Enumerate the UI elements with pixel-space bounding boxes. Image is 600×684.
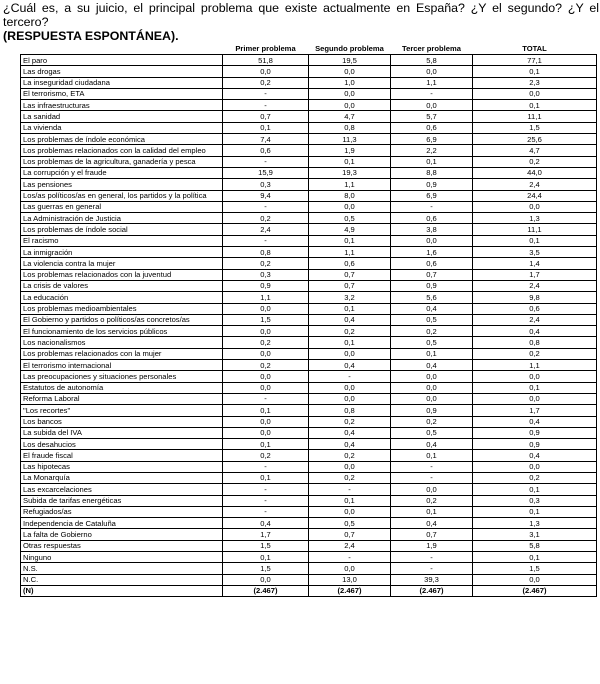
third-problem-value: 0,0	[391, 484, 473, 495]
third-problem-value: 6,9	[391, 134, 473, 145]
table-row	[21, 314, 597, 325]
table-row	[21, 461, 597, 472]
total-value: 24,4	[473, 190, 597, 201]
table-row	[21, 77, 597, 88]
third-problem-value: 1,6	[391, 247, 473, 258]
row-label: La vivienda	[21, 122, 223, 133]
second-problem-value: 1,0	[309, 77, 391, 88]
second-problem-value: 0,0	[309, 88, 391, 99]
third-problem-value: 0,7	[391, 269, 473, 280]
row-label: Otras respuestas	[21, 540, 223, 551]
table-row	[21, 235, 597, 246]
third-problem-value: 0,9	[391, 280, 473, 291]
third-problem-value: 3,8	[391, 224, 473, 235]
second-problem-value: 0,7	[309, 269, 391, 280]
first-problem-value: 0,6	[223, 145, 309, 156]
total-value: (2.467)	[473, 585, 597, 596]
total-value: 0,0	[473, 393, 597, 404]
second-problem-value: 4,9	[309, 224, 391, 235]
first-problem-value: 51,8	[223, 55, 309, 66]
second-problem-value: 0,2	[309, 472, 391, 483]
table-row	[21, 348, 597, 359]
table-row	[21, 100, 597, 111]
second-problem-value: 0,8	[309, 405, 391, 416]
second-problem-value: 0,7	[309, 529, 391, 540]
row-label: La Monarquía	[21, 472, 223, 483]
second-problem-value: 0,5	[309, 518, 391, 529]
row-label: N.S.	[21, 563, 223, 574]
total-value: 1,1	[473, 360, 597, 371]
table-row	[21, 439, 597, 450]
first-problem-value: 0,1	[223, 122, 309, 133]
first-problem-value: -	[223, 506, 309, 517]
table-row	[21, 360, 597, 371]
header-category	[21, 44, 223, 55]
table-row	[21, 326, 597, 337]
second-problem-value: 0,0	[309, 348, 391, 359]
results-table	[20, 44, 597, 597]
second-problem-value: 4,7	[309, 111, 391, 122]
table-row	[21, 190, 597, 201]
row-label: Independencia de Cataluña	[21, 518, 223, 529]
first-problem-value: 0,0	[223, 382, 309, 393]
third-problem-value: 0,6	[391, 258, 473, 269]
row-label: Los problemas de la agricultura, ganadería y pesca	[21, 156, 223, 167]
first-problem-value: 7,4	[223, 134, 309, 145]
row-label: N.C.	[21, 574, 223, 585]
third-problem-value: 39,3	[391, 574, 473, 585]
third-problem-value: -	[391, 201, 473, 212]
third-problem-value: 2,2	[391, 145, 473, 156]
first-problem-value: 15,9	[223, 167, 309, 178]
total-value: 77,1	[473, 55, 597, 66]
row-label: "Los recortes"	[21, 405, 223, 416]
second-problem-value: 0,0	[309, 506, 391, 517]
first-problem-value: 0,2	[223, 77, 309, 88]
third-problem-value: 0,7	[391, 529, 473, 540]
total-value: 2,4	[473, 179, 597, 190]
table-row	[21, 371, 597, 382]
third-problem-value: 1,9	[391, 540, 473, 551]
table-row	[21, 258, 597, 269]
second-problem-value: 0,4	[309, 360, 391, 371]
question-label: ¿Cuál es, a su juicio, el principal problema que existe actualmente en España? ¿Y el segundo? ¿Y el tercero?	[3, 1, 599, 29]
total-value: 0,0	[473, 371, 597, 382]
header-first-problem: Primer problema	[223, 44, 309, 55]
row-label: La inmigración	[21, 247, 223, 258]
total-value: 1,7	[473, 405, 597, 416]
total-value: 0,4	[473, 326, 597, 337]
first-problem-value: 1,7	[223, 529, 309, 540]
row-label: Las infraestructuras	[21, 100, 223, 111]
table-row	[21, 382, 597, 393]
total-value: 0,0	[473, 574, 597, 585]
table-row	[21, 179, 597, 190]
row-label: Las hipotecas	[21, 461, 223, 472]
total-value: 4,7	[473, 145, 597, 156]
first-problem-value: 1,5	[223, 314, 309, 325]
third-problem-value: 0,4	[391, 360, 473, 371]
row-label: Los desahucios	[21, 439, 223, 450]
first-problem-value: 0,2	[223, 360, 309, 371]
table-row	[21, 450, 597, 461]
total-value: 2,4	[473, 280, 597, 291]
total-value: 1,3	[473, 213, 597, 224]
second-problem-value: 0,1	[309, 156, 391, 167]
row-label: Reforma Laboral	[21, 393, 223, 404]
table-row	[21, 145, 597, 156]
total-value: 1,4	[473, 258, 597, 269]
total-value: 11,1	[473, 224, 597, 235]
second-problem-value: 0,1	[309, 235, 391, 246]
row-label: Los bancos	[21, 416, 223, 427]
third-problem-value: (2.467)	[391, 585, 473, 596]
total-value: 2,4	[473, 314, 597, 325]
table-row	[21, 66, 597, 77]
first-problem-value: 9,4	[223, 190, 309, 201]
first-problem-value: 0,3	[223, 179, 309, 190]
table-row	[21, 337, 597, 348]
total-value: 0,9	[473, 439, 597, 450]
second-problem-value: -	[309, 552, 391, 563]
table-row	[21, 405, 597, 416]
header-third-problem: Tercer problema	[391, 44, 473, 55]
third-problem-value: 0,0	[391, 100, 473, 111]
first-problem-value: -	[223, 201, 309, 212]
table-row	[21, 269, 597, 280]
total-value: 2,3	[473, 77, 597, 88]
row-label: El terrorismo, ETA	[21, 88, 223, 99]
total-value: 0,2	[473, 156, 597, 167]
table-row	[21, 472, 597, 483]
first-problem-value: 0,0	[223, 303, 309, 314]
total-value: 11,1	[473, 111, 597, 122]
total-value: 0,6	[473, 303, 597, 314]
third-problem-value: 0,5	[391, 314, 473, 325]
total-value: 0,1	[473, 66, 597, 77]
second-problem-value: 0,0	[309, 393, 391, 404]
first-problem-value: -	[223, 100, 309, 111]
third-problem-value: 0,1	[391, 450, 473, 461]
row-label: La educación	[21, 292, 223, 303]
table-row	[21, 292, 597, 303]
third-problem-value: 5,8	[391, 55, 473, 66]
row-label: Ninguno	[21, 552, 223, 563]
first-problem-value: 0,9	[223, 280, 309, 291]
row-label: Los nacionalismos	[21, 337, 223, 348]
first-problem-value: 0,0	[223, 348, 309, 359]
table-row	[21, 213, 597, 224]
first-problem-value: 0,8	[223, 247, 309, 258]
first-problem-value: 0,2	[223, 258, 309, 269]
row-label: El fraude fiscal	[21, 450, 223, 461]
total-value: 9,8	[473, 292, 597, 303]
second-problem-value: 0,0	[309, 461, 391, 472]
table-row	[21, 122, 597, 133]
first-problem-value: 1,5	[223, 563, 309, 574]
third-problem-value: 0,9	[391, 405, 473, 416]
first-problem-value: 0,1	[223, 472, 309, 483]
first-problem-value: 0,0	[223, 574, 309, 585]
total-value: 1,5	[473, 563, 597, 574]
first-problem-value: 1,1	[223, 292, 309, 303]
table-row	[21, 529, 597, 540]
second-problem-value: 0,4	[309, 427, 391, 438]
row-label: La subida del IVA	[21, 427, 223, 438]
third-problem-value: -	[391, 88, 473, 99]
row-label: La inseguridad ciudadana	[21, 77, 223, 88]
first-problem-value: 0,1	[223, 439, 309, 450]
third-problem-value: 0,0	[391, 371, 473, 382]
total-value: 0,1	[473, 506, 597, 517]
table-header-row	[21, 44, 597, 55]
second-problem-value: 0,4	[309, 314, 391, 325]
row-label: El Gobierno y partidos o políticos/as concretos/as	[21, 314, 223, 325]
first-problem-value: 0,3	[223, 269, 309, 280]
table-body	[21, 55, 597, 597]
third-problem-value: 8,8	[391, 167, 473, 178]
total-value: 44,0	[473, 167, 597, 178]
first-problem-value: 0,7	[223, 111, 309, 122]
third-problem-value: 5,7	[391, 111, 473, 122]
first-problem-value: 0,2	[223, 337, 309, 348]
total-value: 0,1	[473, 484, 597, 495]
table-row	[21, 88, 597, 99]
row-label: Las drogas	[21, 66, 223, 77]
row-label: La corrupción y el fraude	[21, 167, 223, 178]
second-problem-value: 0,8	[309, 122, 391, 133]
first-problem-value: 0,1	[223, 405, 309, 416]
third-problem-value: -	[391, 552, 473, 563]
second-problem-value: 0,1	[309, 495, 391, 506]
first-problem-value: 0,0	[223, 326, 309, 337]
first-problem-value: 0,4	[223, 518, 309, 529]
third-problem-value: 5,6	[391, 292, 473, 303]
third-problem-value: 6,9	[391, 190, 473, 201]
row-label: Refugiados/as	[21, 506, 223, 517]
third-problem-value: 0,5	[391, 427, 473, 438]
row-label: Las pensiones	[21, 179, 223, 190]
table-row	[21, 563, 597, 574]
total-value: 5,8	[473, 540, 597, 551]
header-total: TOTAL	[473, 44, 597, 55]
row-label: (N)	[21, 585, 223, 596]
table-row	[21, 247, 597, 258]
third-problem-value: 1,1	[391, 77, 473, 88]
row-label: La falta de Gobierno	[21, 529, 223, 540]
second-problem-value: 13,0	[309, 574, 391, 585]
third-problem-value: 0,2	[391, 416, 473, 427]
second-problem-value: 0,0	[309, 66, 391, 77]
third-problem-value: 0,0	[391, 382, 473, 393]
second-problem-value: 19,5	[309, 55, 391, 66]
row-label: El paro	[21, 55, 223, 66]
total-value: 0,0	[473, 88, 597, 99]
second-problem-value: 1,1	[309, 247, 391, 258]
question-text	[3, 1, 599, 43]
total-value: 0,0	[473, 461, 597, 472]
table-row	[21, 224, 597, 235]
header-second-problem: Segundo problema	[309, 44, 391, 55]
first-problem-value: 1,5	[223, 540, 309, 551]
first-problem-value: -	[223, 495, 309, 506]
second-problem-value: 3,2	[309, 292, 391, 303]
first-problem-value: -	[223, 88, 309, 99]
total-value: 0,4	[473, 416, 597, 427]
row-label: La Administración de Justicia	[21, 213, 223, 224]
row-label: Estatutos de autonomía	[21, 382, 223, 393]
second-problem-value: 2,4	[309, 540, 391, 551]
table-row	[21, 427, 597, 438]
table-row	[21, 156, 597, 167]
table-row	[21, 484, 597, 495]
row-label: Las excarcelaciones	[21, 484, 223, 495]
total-value: 0,8	[473, 337, 597, 348]
second-problem-value: 1,9	[309, 145, 391, 156]
third-problem-value: 0,1	[391, 506, 473, 517]
row-label: Los problemas relacionados con la mujer	[21, 348, 223, 359]
total-value: 0,0	[473, 201, 597, 212]
table-row	[21, 552, 597, 563]
third-problem-value: 0,4	[391, 518, 473, 529]
first-problem-value: 0,2	[223, 450, 309, 461]
first-problem-value: -	[223, 393, 309, 404]
third-problem-value: 0,6	[391, 122, 473, 133]
table-row	[21, 280, 597, 291]
table-row	[21, 574, 597, 585]
table-row	[21, 393, 597, 404]
total-value: 0,9	[473, 427, 597, 438]
first-problem-value: -	[223, 484, 309, 495]
second-problem-value: 0,5	[309, 213, 391, 224]
second-problem-value: -	[309, 484, 391, 495]
second-problem-value: 0,0	[309, 100, 391, 111]
third-problem-value: 0,1	[391, 156, 473, 167]
second-problem-value: 0,4	[309, 439, 391, 450]
row-label: Los problemas de índole social	[21, 224, 223, 235]
second-problem-value: (2.467)	[309, 585, 391, 596]
third-problem-value: -	[391, 563, 473, 574]
third-problem-value: 0,0	[391, 235, 473, 246]
total-value: 3,1	[473, 529, 597, 540]
first-problem-value: -	[223, 461, 309, 472]
row-label: El terrorismo internacional	[21, 360, 223, 371]
first-problem-value: 0,0	[223, 427, 309, 438]
table-row	[21, 134, 597, 145]
second-problem-value: 11,3	[309, 134, 391, 145]
first-problem-value: 0,0	[223, 416, 309, 427]
row-label: Los problemas relacionados con la calidad del empleo	[21, 145, 223, 156]
total-value: 0,4	[473, 450, 597, 461]
second-problem-value: 0,1	[309, 303, 391, 314]
table-total-row	[21, 585, 597, 596]
total-value: 0,1	[473, 552, 597, 563]
table-row	[21, 55, 597, 66]
second-problem-value: 1,1	[309, 179, 391, 190]
first-problem-value: 0,2	[223, 213, 309, 224]
third-problem-value: 0,6	[391, 213, 473, 224]
third-problem-value: 0,0	[391, 66, 473, 77]
second-problem-value: 0,7	[309, 280, 391, 291]
third-problem-value: 0,5	[391, 337, 473, 348]
third-problem-value: 0,2	[391, 495, 473, 506]
first-problem-value: (2.467)	[223, 585, 309, 596]
row-label: Las preocupaciones y situaciones personales	[21, 371, 223, 382]
third-problem-value: -	[391, 472, 473, 483]
total-value: 1,7	[473, 269, 597, 280]
total-value: 25,6	[473, 134, 597, 145]
third-problem-value: 0,9	[391, 179, 473, 190]
second-problem-value: 0,0	[309, 563, 391, 574]
third-problem-value: 0,4	[391, 439, 473, 450]
third-problem-value: 0,0	[391, 393, 473, 404]
table-row	[21, 540, 597, 551]
second-problem-value: 0,1	[309, 337, 391, 348]
table-row	[21, 111, 597, 122]
row-label: La sanidad	[21, 111, 223, 122]
second-problem-value: 0,2	[309, 416, 391, 427]
second-problem-value: 0,2	[309, 326, 391, 337]
first-problem-value: -	[223, 156, 309, 167]
row-label: Los problemas medioambientales	[21, 303, 223, 314]
row-label: La violencia contra la mujer	[21, 258, 223, 269]
table-row	[21, 303, 597, 314]
second-problem-value: 19,3	[309, 167, 391, 178]
row-label: Los/as políticos/as en general, los partidos y la política	[21, 190, 223, 201]
total-value: 0,2	[473, 472, 597, 483]
row-label: Los problemas relacionados con la juventud	[21, 269, 223, 280]
table-row	[21, 495, 597, 506]
second-problem-value: 8,0	[309, 190, 391, 201]
row-label: Los problemas de índole económica	[21, 134, 223, 145]
second-problem-value: 0,2	[309, 450, 391, 461]
total-value: 3,5	[473, 247, 597, 258]
first-problem-value: -	[223, 235, 309, 246]
second-problem-value: -	[309, 371, 391, 382]
first-problem-value: 0,0	[223, 371, 309, 382]
second-problem-value: 0,6	[309, 258, 391, 269]
first-problem-value: 0,1	[223, 552, 309, 563]
table-row	[21, 416, 597, 427]
response-type-note: (RESPUESTA ESPONTÁNEA).	[3, 29, 179, 43]
table-row	[21, 201, 597, 212]
total-value: 1,3	[473, 518, 597, 529]
table-row	[21, 167, 597, 178]
row-label: El racismo	[21, 235, 223, 246]
row-label: Las guerras en general	[21, 201, 223, 212]
third-problem-value: -	[391, 461, 473, 472]
table-row	[21, 506, 597, 517]
row-label: Subida de tarifas energéticas	[21, 495, 223, 506]
total-value: 0,1	[473, 100, 597, 111]
total-value: 0,1	[473, 382, 597, 393]
total-value: 1,5	[473, 122, 597, 133]
second-problem-value: 0,0	[309, 382, 391, 393]
table-row	[21, 518, 597, 529]
second-problem-value: 0,0	[309, 201, 391, 212]
row-label: El funcionamiento de los servicios públicos	[21, 326, 223, 337]
third-problem-value: 0,2	[391, 326, 473, 337]
total-value: 0,2	[473, 348, 597, 359]
first-problem-value: 2,4	[223, 224, 309, 235]
first-problem-value: 0,0	[223, 66, 309, 77]
total-value: 0,3	[473, 495, 597, 506]
row-label: La crisis de valores	[21, 280, 223, 291]
third-problem-value: 0,1	[391, 348, 473, 359]
total-value: 0,1	[473, 235, 597, 246]
third-problem-value: 0,4	[391, 303, 473, 314]
